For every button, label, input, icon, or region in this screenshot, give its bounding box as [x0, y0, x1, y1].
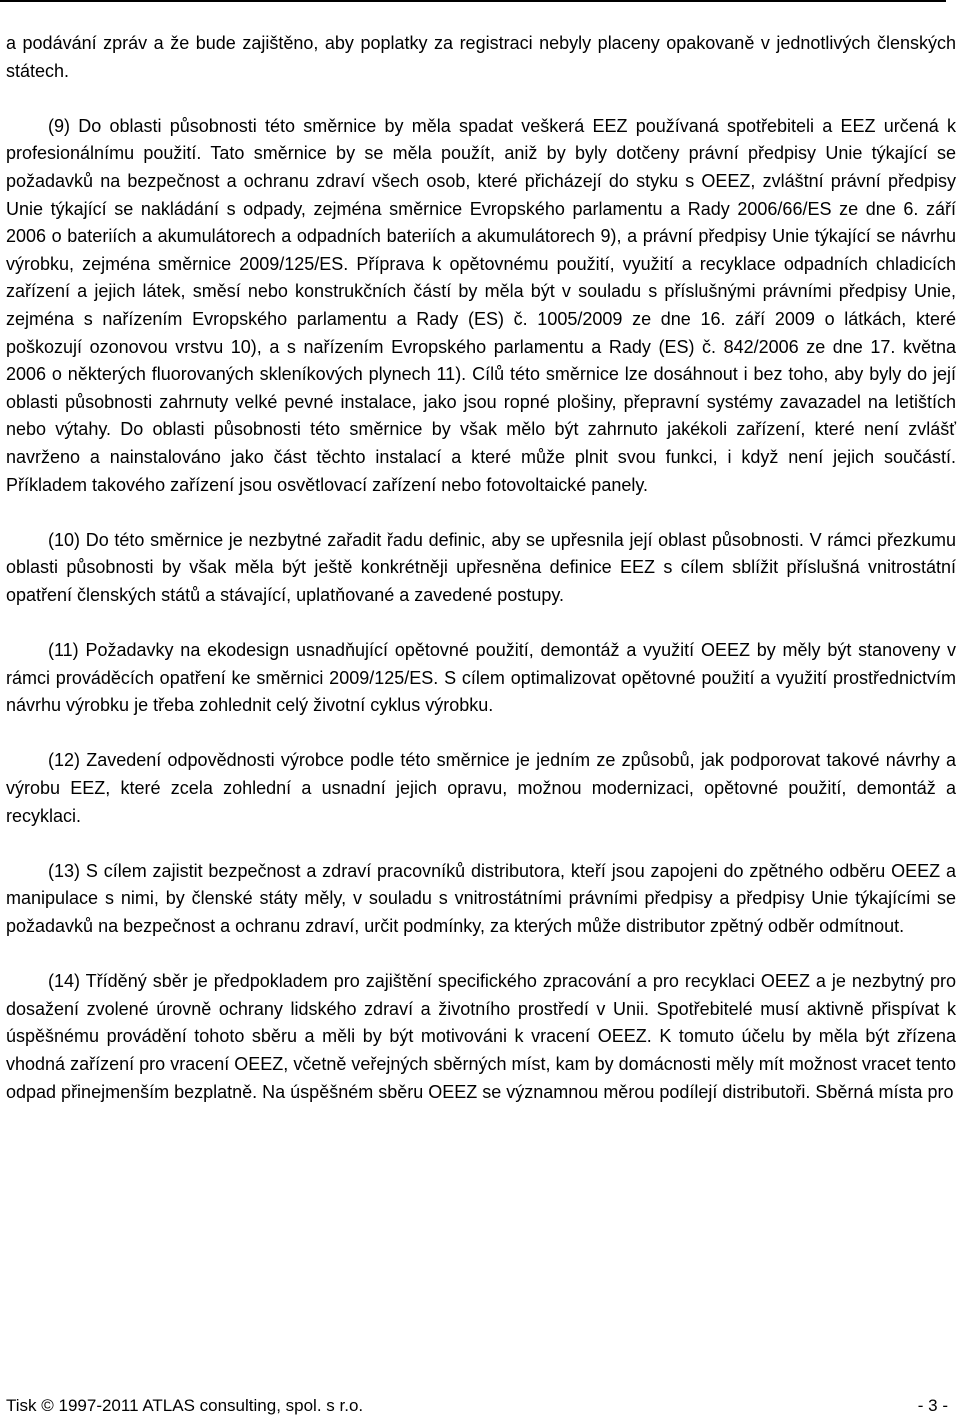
paragraph-recital-12: (12) Zavedení odpovědnosti výrobce podle této směrnice je jedním ze způsobů, jak podporovat takové návrhy a výrobu EEZ, které zcela zohlední a usnadní jejich opravu, možnou modernizaci, opětovné použití, demontáž a recyklaci. [6, 750, 956, 826]
top-rule [0, 0, 946, 2]
paragraph-recital-13: (13) S cílem zajistit bezpečnost a zdraví pracovníků distributora, kteří jsou zapojeni do zpětného odběru OEEZ a manipulace s nimi, by členské státy měly, v souladu s vnitrostátními právními předpisy a předpisy Unie týkajícími se požadavků na bezpečnost a ochranu zdraví, určit podmínky, za kterých může distributor zpětný odběr odmítnout. [6, 860, 956, 936]
paragraph-recital-14: (14) Tříděný sběr je předpokladem pro zajištění specifického zpracování a pro recyklaci OEEZ a je nezbytný pro dosažení zvolené úrovně ochrany lidského zdraví a životního prostředí v Unii. Spotřebitelé musí aktivně přispívat k úspěšnému provádění tohoto sběru a měli by být motivováni k vracení OEEZ. K tomuto účelu by měla být zřízena vhodná zařízení pro vracení OEEZ, včetně veřejných sběrných míst, kam by domácnosti měly mít možnost vracet tento odpad přinejmenším bezplatně. Na úspěšném sběru OEEZ se významnou měrou podílejí distributoři. Sběrná místa pro [6, 971, 956, 1102]
paragraph-recital-11: (11) Požadavky na ekodesign usnadňující opětovné použití, demontáž a využití OEEZ by měly být stanoveny v rámci prováděcích opatření ke směrnici 2009/125/ES. S cílem optimalizovat opětovné použití a využití prostřednictvím návrhu výrobku je třeba zohlednit celý životní cyklus výrobku. [6, 640, 956, 716]
paragraph-recital-10: (10) Do této směrnice je nezbytné zařadit řadu definic, aby se upřesnila její oblast působnosti. V rámci přezkumu oblasti působnosti by však měla být ještě konkrétněji upřesněna definice EEZ s cílem sblížit příslušná vnitrostátní opatření členských států a stávající, uplatňované a zavedené postupy. [6, 529, 956, 605]
page-footer [6, 1396, 948, 1416]
document-body [6, 30, 956, 1134]
paragraph-continuation: a podávání zpráv a že bude zajištěno, aby poplatky za registraci nebyly placeny opakovaně v jednotlivých členských státech. [6, 33, 956, 81]
paragraph-recital-9: (9) Do oblasti působnosti této směrnice by měla spadat veškerá EEZ používaná spotřebiteli a EEZ určená k profesionálnímu použití. Tato směrnice by se měla použít, aniž by byly dotčeny právní předpisy Unie týkající se požadavků na bezpečnost a ochranu zdraví všech osob, které přicházejí do styku s OEEZ, zvláštní právní předpisy Unie týkající se nakládání s odpady, zejména směrnice Evropského parlamentu a Rady 2006/66/ES ze dne 6. září 2006 o bateriích a akumulátorech a odpadních bateriích a akumulátorech 9), a právní předpisy Unie týkající se návrhu výrobku, zejména směrnice 2009/125/ES. Příprava k opětovnému použití, využití a recyklace odpadních chladicích zařízení a jejich látek, směsí nebo konstrukčních částí by měla být v souladu s příslušnými právními předpisy Unie, zejména s nařízením Evropského parlamentu a Rady (ES) č. 1005/2009 ze dne 16. září 2009 o látkách, které poškozují ozonovou vrstvu 10), a s nařízením Evropského parlamentu a Rady (ES) č. 842/2006 ze dne 17. května 2006 o některých fluorovaných skleníkových plynech 11). Cílů této směrnice lze dosáhnout i bez toho, aby byly do její oblasti působnosti zahrnuty velké pevné instalace, jako jsou ropné plošiny, přepravní systémy zavazadel na letištích nebo výtahy. Do oblasti působnosti této směrnice by však mělo být zahrnuto jakékoli zařízení, které není zvlášť navrženo a nainstalováno jako část těchto instalací a které může plnit svou funkci, i když není jejich součástí. Příkladem takového zařízení jsou osvětlovací zařízení nebo fotovoltaické panely. [6, 115, 956, 495]
footer-page-number: - 3 - [917, 1396, 948, 1415]
footer-copyright: Tisk © 1997-2011 ATLAS consulting, spol. s r.o. [6, 1396, 364, 1415]
